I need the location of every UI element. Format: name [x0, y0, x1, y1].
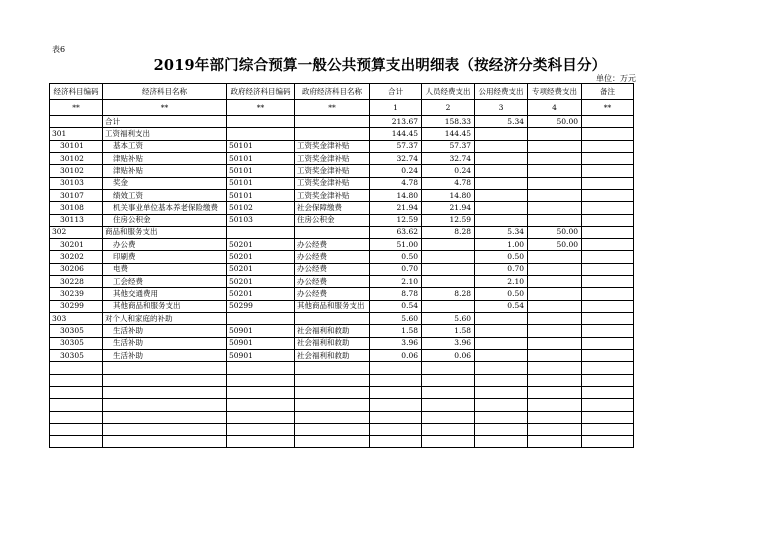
table-row [50, 325, 634, 337]
blank-cell [582, 423, 634, 435]
special-cell [528, 202, 582, 214]
personnel-cell: 5.60 [422, 313, 475, 325]
column-header: 经济科目编码 [50, 84, 103, 100]
blank-cell [422, 386, 475, 398]
public-cell: 0.54 [475, 300, 528, 312]
gov-code-cell [227, 313, 295, 325]
blank-cell [370, 374, 422, 386]
column-header: 经济科目名称 [103, 84, 227, 100]
special-cell [528, 276, 582, 288]
blank-cell [582, 436, 634, 448]
total-cell: 213.67 [370, 116, 422, 128]
public-cell [475, 214, 528, 226]
public-cell [475, 165, 528, 177]
gov-code-cell: 50101 [227, 140, 295, 152]
note-cell [582, 128, 634, 140]
econ-code-cell: 30107 [50, 189, 103, 201]
econ-code-cell: 30102 [50, 152, 103, 164]
gov-name-cell [295, 313, 370, 325]
econ-name-cell: 津贴补贴 [103, 152, 227, 164]
blank-cell [370, 436, 422, 448]
blank-cell [528, 436, 582, 448]
blank-cell [50, 386, 103, 398]
gov-code-cell: 50201 [227, 251, 295, 263]
gov-name-cell: 工资奖金津补贴 [295, 140, 370, 152]
blank-cell [50, 362, 103, 374]
blank-cell [50, 436, 103, 448]
blank-cell [582, 399, 634, 411]
column-header: 政府经济科目名称 [295, 84, 370, 100]
blank-cell [528, 411, 582, 423]
econ-name-cell: 其他商品和服务支出 [103, 300, 227, 312]
total-cell: 51.00 [370, 239, 422, 251]
gov-name-cell: 工资奖金津补贴 [295, 177, 370, 189]
econ-code-cell: 30113 [50, 214, 103, 226]
blank-cell [103, 411, 227, 423]
gov-code-cell: 50201 [227, 239, 295, 251]
personnel-cell: 8.28 [422, 288, 475, 300]
blank-cell [422, 436, 475, 448]
total-cell: 63.62 [370, 226, 422, 238]
econ-name-cell: 办公费 [103, 239, 227, 251]
column-index: 1 [370, 100, 422, 116]
public-cell [475, 325, 528, 337]
blank-cell [422, 411, 475, 423]
blank-cell [227, 411, 295, 423]
econ-name-cell: 基本工资 [103, 140, 227, 152]
econ-name-cell: 对个人和家庭的补助 [103, 313, 227, 325]
blank-cell [50, 374, 103, 386]
total-cell: 4.78 [370, 177, 422, 189]
total-cell: 2.10 [370, 276, 422, 288]
blank-cell [227, 423, 295, 435]
column-index: 4 [528, 100, 582, 116]
page-title: 2019年部门综合预算一般公共预算支出明细表（按经济分类科目分） [153, 57, 607, 74]
table-row [50, 152, 634, 164]
blank-cell [103, 436, 227, 448]
econ-name-cell: 生活补助 [103, 349, 227, 361]
note-cell [582, 349, 634, 361]
gov-code-cell: 50201 [227, 263, 295, 275]
special-cell [528, 251, 582, 263]
column-index: ** [50, 100, 103, 116]
gov-name-cell: 社会福利和救助 [295, 337, 370, 349]
public-cell [475, 313, 528, 325]
blank-cell [475, 374, 528, 386]
table-row [50, 177, 634, 189]
blank-cell [50, 423, 103, 435]
note-cell [582, 226, 634, 238]
total-cell: 0.70 [370, 263, 422, 275]
table-row [50, 165, 634, 177]
note-cell [582, 214, 634, 226]
econ-code-cell: 30239 [50, 288, 103, 300]
gov-name-cell: 工资奖金津补贴 [295, 152, 370, 164]
total-cell: 12.59 [370, 214, 422, 226]
unit-label: 单位：万元 [596, 74, 636, 83]
blank-cell [528, 386, 582, 398]
blank-cell [475, 399, 528, 411]
header-row [50, 84, 634, 100]
table-row [50, 202, 634, 214]
public-cell [475, 140, 528, 152]
econ-code-cell: 30299 [50, 300, 103, 312]
blank-cell [422, 423, 475, 435]
blank-cell [370, 399, 422, 411]
special-cell [528, 337, 582, 349]
column-header: 合计 [370, 84, 422, 100]
econ-code-cell: 303 [50, 313, 103, 325]
total-cell: 3.96 [370, 337, 422, 349]
column-header: 人员经费支出 [422, 84, 475, 100]
table-row [50, 128, 634, 140]
blank-cell [295, 436, 370, 448]
gov-code-cell: 50101 [227, 177, 295, 189]
blank-cell [103, 362, 227, 374]
personnel-cell: 8.28 [422, 226, 475, 238]
blank-cell [475, 386, 528, 398]
table-row [50, 140, 634, 152]
total-cell: 144.45 [370, 128, 422, 140]
special-cell [528, 189, 582, 201]
table-row [50, 251, 634, 263]
blank-cell [422, 399, 475, 411]
column-header: 备注 [582, 84, 634, 100]
special-cell: 50.00 [528, 116, 582, 128]
note-cell [582, 140, 634, 152]
public-cell [475, 177, 528, 189]
personnel-cell: 0.06 [422, 349, 475, 361]
special-cell [528, 177, 582, 189]
econ-name-cell: 工资福利支出 [103, 128, 227, 140]
column-index: ** [227, 100, 295, 116]
econ-code-cell: 30102 [50, 165, 103, 177]
gov-code-cell [227, 226, 295, 238]
personnel-cell [422, 263, 475, 275]
econ-code-cell: 301 [50, 128, 103, 140]
gov-name-cell: 社会福利和救助 [295, 349, 370, 361]
note-cell [582, 325, 634, 337]
blank-cell [582, 411, 634, 423]
blank-cell [582, 374, 634, 386]
note-cell [582, 337, 634, 349]
special-cell [528, 128, 582, 140]
column-index-row [50, 100, 634, 116]
blank-row [50, 411, 634, 423]
blank-cell [50, 411, 103, 423]
blank-cell [370, 362, 422, 374]
column-header: 政府经济科目编码 [227, 84, 295, 100]
gov-name-cell: 办公经费 [295, 239, 370, 251]
total-cell: 32.74 [370, 152, 422, 164]
gov-code-cell: 50101 [227, 165, 295, 177]
econ-code-cell: 30101 [50, 140, 103, 152]
gov-name-cell: 办公经费 [295, 263, 370, 275]
econ-code-cell: 30201 [50, 239, 103, 251]
table-row [50, 337, 634, 349]
econ-name-cell: 津贴补贴 [103, 165, 227, 177]
personnel-cell [422, 239, 475, 251]
blank-cell [227, 399, 295, 411]
econ-name-cell: 住房公积金 [103, 214, 227, 226]
column-index: 2 [422, 100, 475, 116]
special-cell [528, 325, 582, 337]
table-row [50, 263, 634, 275]
personnel-cell: 14.80 [422, 189, 475, 201]
special-cell [528, 263, 582, 275]
total-cell: 0.54 [370, 300, 422, 312]
personnel-cell: 57.37 [422, 140, 475, 152]
personnel-cell: 144.45 [422, 128, 475, 140]
gov-code-cell: 50299 [227, 300, 295, 312]
table-row [50, 239, 634, 251]
econ-code-cell: 30305 [50, 325, 103, 337]
personnel-cell: 21.94 [422, 202, 475, 214]
public-cell: 2.10 [475, 276, 528, 288]
personnel-cell: 1.58 [422, 325, 475, 337]
blank-cell [295, 386, 370, 398]
special-cell [528, 300, 582, 312]
econ-name-cell: 绩效工资 [103, 189, 227, 201]
blank-row [50, 436, 634, 448]
note-cell [582, 152, 634, 164]
blank-cell [370, 423, 422, 435]
econ-name-cell: 工会经费 [103, 276, 227, 288]
personnel-cell: 12.59 [422, 214, 475, 226]
blank-cell [422, 374, 475, 386]
blank-cell [475, 362, 528, 374]
public-cell [475, 152, 528, 164]
blank-cell [475, 436, 528, 448]
econ-code-cell: 30103 [50, 177, 103, 189]
note-cell [582, 251, 634, 263]
column-header: 公用经费支出 [475, 84, 528, 100]
gov-name-cell: 工资奖金津补贴 [295, 165, 370, 177]
total-cell: 5.60 [370, 313, 422, 325]
gov-code-cell: 50102 [227, 202, 295, 214]
blank-cell [475, 423, 528, 435]
table-row [50, 349, 634, 361]
econ-name-cell: 商品和服务支出 [103, 226, 227, 238]
gov-name-cell [295, 226, 370, 238]
column-index: ** [103, 100, 227, 116]
blank-cell [103, 423, 227, 435]
column-index: ** [295, 100, 370, 116]
public-cell: 5.34 [475, 226, 528, 238]
table-row [50, 189, 634, 201]
econ-code-cell [50, 116, 103, 128]
gov-name-cell: 办公经费 [295, 276, 370, 288]
blank-cell [295, 362, 370, 374]
econ-code-cell: 302 [50, 226, 103, 238]
column-index: ** [582, 100, 634, 116]
econ-code-cell: 30206 [50, 263, 103, 275]
expenditure-table [49, 83, 634, 448]
total-cell: 8.78 [370, 288, 422, 300]
gov-code-cell: 50901 [227, 337, 295, 349]
special-cell: 50.00 [528, 239, 582, 251]
note-cell [582, 189, 634, 201]
econ-name-cell: 合计 [103, 116, 227, 128]
blank-row [50, 374, 634, 386]
personnel-cell: 0.24 [422, 165, 475, 177]
total-cell: 0.24 [370, 165, 422, 177]
econ-code-cell: 30305 [50, 337, 103, 349]
gov-name-cell: 办公经费 [295, 288, 370, 300]
econ-name-cell: 奖金 [103, 177, 227, 189]
note-cell [582, 263, 634, 275]
blank-cell [295, 423, 370, 435]
blank-cell [227, 374, 295, 386]
personnel-cell: 158.33 [422, 116, 475, 128]
public-cell: 5.34 [475, 116, 528, 128]
table-row [50, 288, 634, 300]
total-cell: 0.50 [370, 251, 422, 263]
gov-code-cell: 50901 [227, 325, 295, 337]
gov-name-cell: 其他商品和服务支出 [295, 300, 370, 312]
blank-cell [50, 399, 103, 411]
public-cell [475, 189, 528, 201]
blank-cell [528, 374, 582, 386]
note-cell [582, 165, 634, 177]
public-cell: 0.50 [475, 251, 528, 263]
note-cell [582, 300, 634, 312]
blank-row [50, 423, 634, 435]
total-cell: 1.58 [370, 325, 422, 337]
blank-cell [295, 411, 370, 423]
column-header: 专项经费支出 [528, 84, 582, 100]
personnel-cell [422, 251, 475, 263]
table-row [50, 116, 634, 128]
public-cell [475, 202, 528, 214]
table-number: 表6 [52, 45, 66, 54]
blank-cell [528, 399, 582, 411]
total-cell: 14.80 [370, 189, 422, 201]
gov-code-cell: 50101 [227, 152, 295, 164]
personnel-cell: 32.74 [422, 152, 475, 164]
special-cell [528, 152, 582, 164]
total-cell: 21.94 [370, 202, 422, 214]
table-row [50, 313, 634, 325]
gov-code-cell [227, 128, 295, 140]
gov-code-cell: 50201 [227, 288, 295, 300]
note-cell [582, 202, 634, 214]
public-cell [475, 349, 528, 361]
econ-code-cell: 30228 [50, 276, 103, 288]
personnel-cell [422, 300, 475, 312]
special-cell [528, 288, 582, 300]
table-row [50, 276, 634, 288]
gov-name-cell: 工资奖金津补贴 [295, 189, 370, 201]
special-cell [528, 140, 582, 152]
gov-code-cell: 50103 [227, 214, 295, 226]
blank-cell [103, 374, 227, 386]
gov-code-cell [227, 116, 295, 128]
blank-cell [582, 362, 634, 374]
econ-name-cell: 生活补助 [103, 325, 227, 337]
blank-cell [227, 362, 295, 374]
blank-cell [295, 374, 370, 386]
special-cell: 50.00 [528, 226, 582, 238]
blank-cell [295, 399, 370, 411]
public-cell: 0.70 [475, 263, 528, 275]
gov-code-cell: 50201 [227, 276, 295, 288]
public-cell [475, 337, 528, 349]
blank-cell [528, 423, 582, 435]
public-cell: 0.50 [475, 288, 528, 300]
public-cell [475, 128, 528, 140]
blank-row [50, 386, 634, 398]
econ-code-cell: 30202 [50, 251, 103, 263]
special-cell [528, 349, 582, 361]
table-row [50, 300, 634, 312]
table-body [50, 116, 634, 448]
gov-name-cell [295, 128, 370, 140]
note-cell [582, 239, 634, 251]
note-cell [582, 276, 634, 288]
blank-cell [227, 386, 295, 398]
gov-name-cell: 住房公积金 [295, 214, 370, 226]
blank-cell [103, 386, 227, 398]
blank-cell [370, 411, 422, 423]
blank-cell [370, 386, 422, 398]
special-cell [528, 214, 582, 226]
note-cell [582, 313, 634, 325]
econ-name-cell: 其他交通费用 [103, 288, 227, 300]
blank-cell [227, 436, 295, 448]
econ-code-cell: 30305 [50, 349, 103, 361]
econ-name-cell: 印刷费 [103, 251, 227, 263]
special-cell [528, 165, 582, 177]
blank-row [50, 399, 634, 411]
econ-name-cell: 机关事业单位基本养老保险缴费 [103, 202, 227, 214]
personnel-cell [422, 276, 475, 288]
gov-code-cell: 50101 [227, 189, 295, 201]
public-cell: 1.00 [475, 239, 528, 251]
econ-name-cell: 电费 [103, 263, 227, 275]
econ-code-cell: 30108 [50, 202, 103, 214]
note-cell [582, 116, 634, 128]
gov-name-cell: 社会保障缴费 [295, 202, 370, 214]
gov-code-cell: 50901 [227, 349, 295, 361]
special-cell [528, 313, 582, 325]
table-row [50, 214, 634, 226]
econ-name-cell: 生活补助 [103, 337, 227, 349]
total-cell: 57.37 [370, 140, 422, 152]
note-cell [582, 177, 634, 189]
blank-cell [528, 362, 582, 374]
personnel-cell: 4.78 [422, 177, 475, 189]
gov-name-cell [295, 116, 370, 128]
blank-cell [103, 399, 227, 411]
blank-cell [582, 386, 634, 398]
gov-name-cell: 社会福利和救助 [295, 325, 370, 337]
note-cell [582, 288, 634, 300]
column-index: 3 [475, 100, 528, 116]
blank-cell [475, 411, 528, 423]
table-row [50, 226, 634, 238]
personnel-cell: 3.96 [422, 337, 475, 349]
blank-cell [422, 362, 475, 374]
blank-row [50, 362, 634, 374]
gov-name-cell: 办公经费 [295, 251, 370, 263]
total-cell: 0.06 [370, 349, 422, 361]
